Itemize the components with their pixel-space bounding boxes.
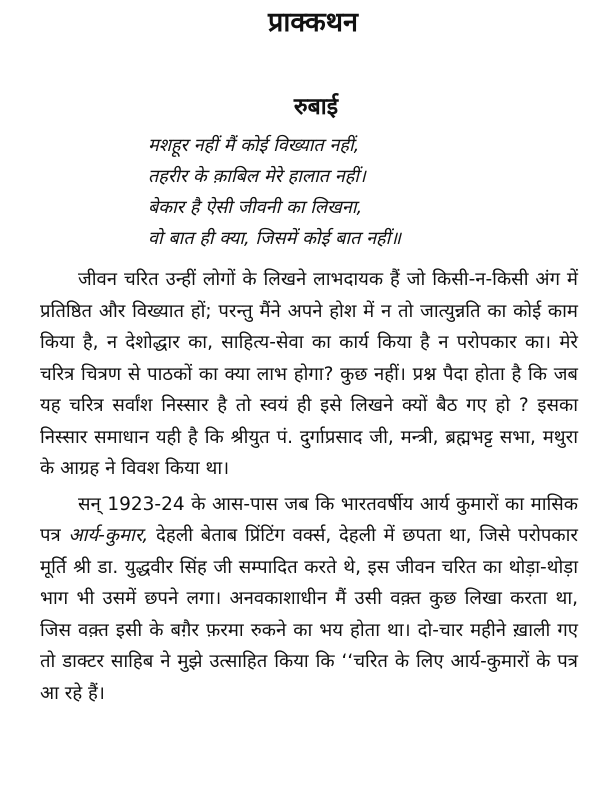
paragraph-2-text: सन् 1923-24 के आस-पास जब कि भारतवर्षीय आर्य कुमारों का मासिक पत्र	[40, 493, 578, 546]
page-title: प्राक्कथन	[267, 7, 359, 38]
paragraph-2	[40, 489, 578, 710]
magazine-name: आर्य-कुमार,	[68, 525, 149, 546]
poem-block	[148, 130, 578, 254]
paragraph-1: जीवन चरित उन्हीं लोगों के लिखने लाभदायक हैं जो किसी-न-किसी अंग में प्रतिष्ठित और विख्यात हों; परन्तु मैंने अपने होश में न तो जात्युन्नति का कोई काम किया है, न देशोद्धार का, साहित्य-सेवा का कार्य किया है न परोपकार का। मेरे चरित्र चित्रण से पाठकों का क्या लाभ होगा? कुछ नहीं। प्रश्न पैदा होता है कि जब यह चरित्र सर्वांश निस्सार है तो स्वयं ही इसे लिखने क्यों बैठ गए हो ? इसका निस्सार समाधान यही है कि श्रीयुत पं. दुर्गाप्रसाद जी, मन्त्री, ब्रह्मभट्ट सभा, मथुरा के आग्रह ने विवश किया था।	[40, 269, 578, 479]
poem-line: बेकार है ऐसी जीवनी का लिखना,	[148, 197, 363, 218]
paragraph-2-text-rest: देहली बेताब प्रिंटिंग वर्क्स, देहली में छपता था, जिसे परोपकार मूर्ति श्री डा. युद्धवीर सिंह जी सम्पादित करते थे, इस जीवन चरित का थोड़ा-थोड़ा भाग भी उसमें छपने लगा। अनवकाशाधीन मैं उसी वक़्त कुछ लिखा करता था, जिस वक़्त इसी के बग़ैर फ़रमा रुकने का भय होता था। दो-चार महीने ख़ाली गए तो डाक्टर साहिब ने मुझे उत्साहित किया कि ‘‘चरित के लिए आर्य-कुमारों के पत्र आ रहे हैं।	[40, 525, 578, 704]
poem-line: तहरीर के क़ाबिल मेरे हालात नहीं।	[148, 166, 366, 187]
poem-line: वो बात ही क्या, जिसमें कोई बात नहीं॥	[148, 228, 402, 249]
poem-heading: रुबाई	[293, 94, 339, 120]
poem-line: मशहूर नहीं मैं कोई विख्यात नहीं,	[148, 135, 360, 156]
